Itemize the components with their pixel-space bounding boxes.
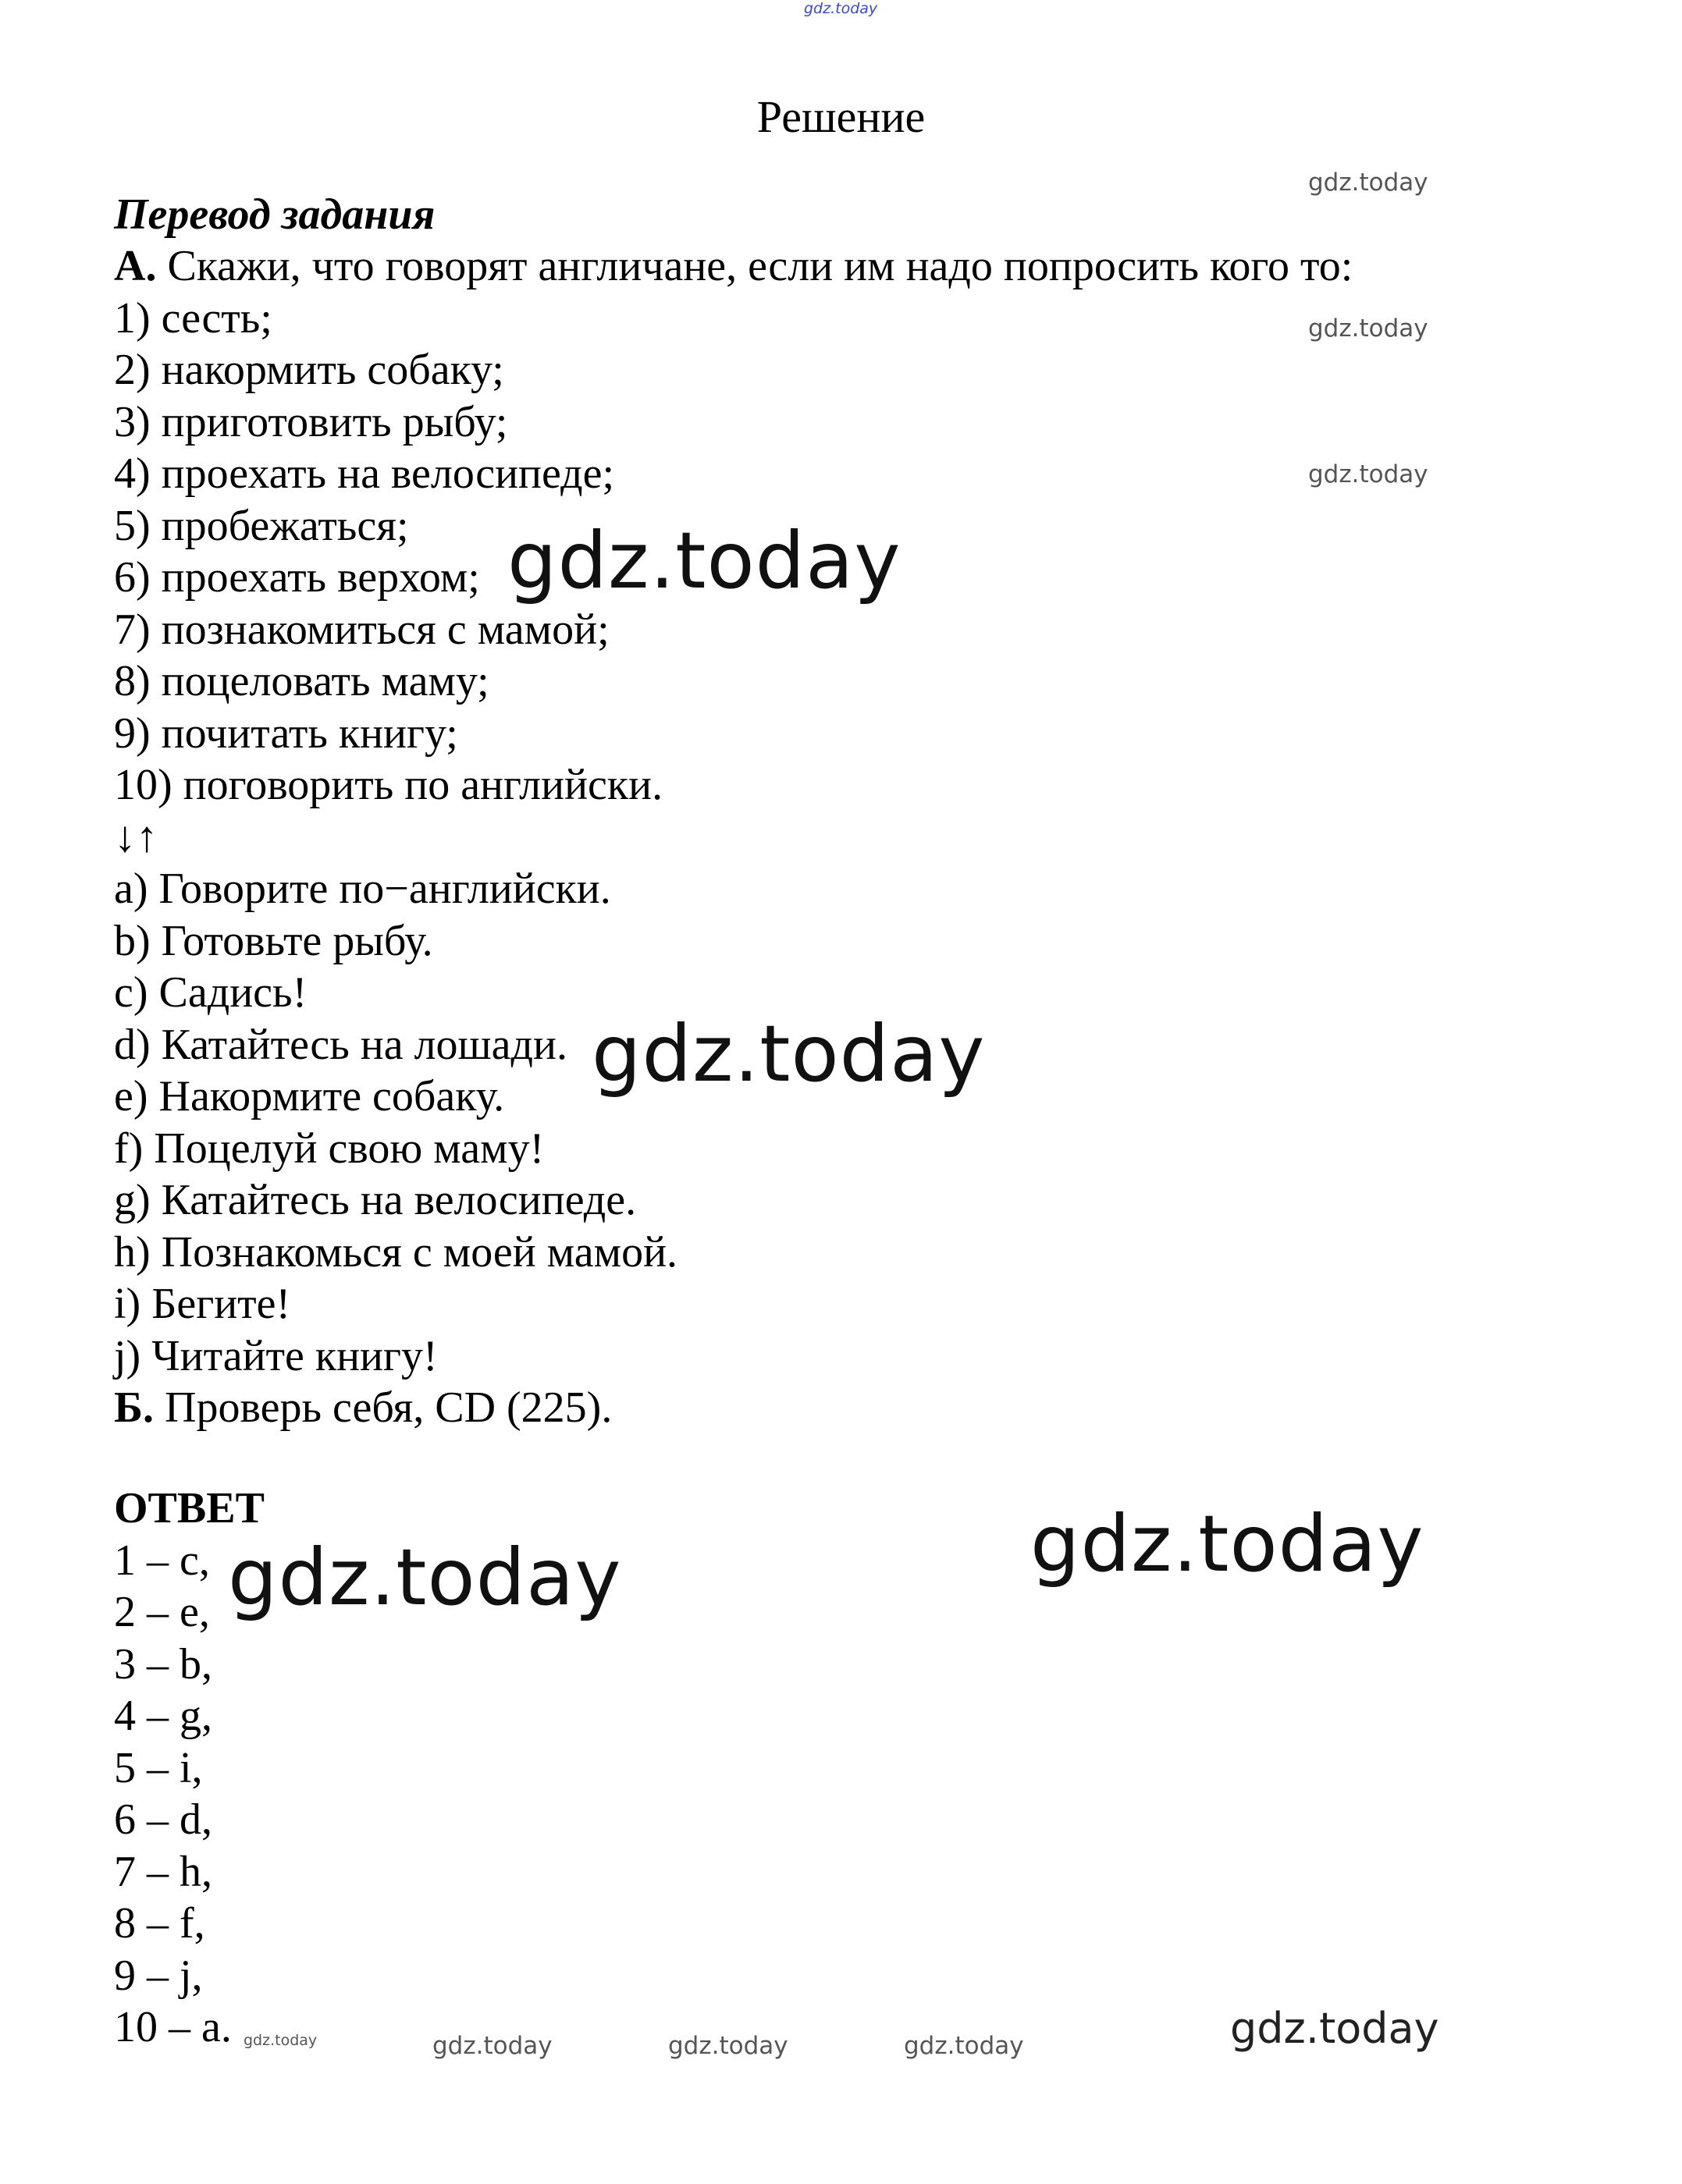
list-item: 9) почитать книгу;: [114, 708, 458, 758]
watermark: gdz.today: [1030, 1498, 1424, 1589]
phrase-item: i) Бегите!: [114, 1280, 291, 1328]
watermark-top: gdz.today: [804, 0, 878, 17]
phrase-item: j) Читайте книгу!: [114, 1331, 438, 1380]
task-b-label: Б.: [114, 1383, 155, 1432]
list-item: 2) накормить собаку;: [114, 346, 504, 394]
section-heading: Перевод задания: [114, 190, 436, 239]
answer-item: 2 – e,: [114, 1588, 210, 1636]
answer-item: 4 – g,: [114, 1692, 212, 1740]
answer-item: 8 – f,: [114, 1899, 205, 1948]
task-body: [114, 240, 1353, 1434]
answer-item: 6 – d,: [114, 1795, 212, 1844]
watermark: gdz.today: [592, 1008, 986, 1099]
list-item: 10) поговорить по английски.: [114, 761, 663, 809]
phrase-item: a) Говорите по−английски.: [114, 865, 611, 913]
phrase-item: c) Садись!: [114, 968, 308, 1017]
list-item: 6) проехать верхом;: [114, 553, 480, 602]
watermark: gdz.today: [904, 2032, 1024, 2060]
watermark: gdz.today: [507, 515, 901, 606]
answer-item: 1 – c,: [114, 1536, 210, 1585]
answer-item: 7 – h,: [114, 1847, 212, 1896]
answer-item: 5 – i,: [114, 1743, 203, 1792]
watermark: gdz.today: [1308, 169, 1428, 197]
list-item: 4) проехать на велосипеде;: [114, 449, 615, 498]
task-b-text: Проверь себя, CD (225).: [154, 1383, 613, 1432]
list-item: 5) пробежаться;: [114, 501, 409, 550]
task-a-line: [114, 240, 1353, 293]
list-item: 7) познакомиться с мамой;: [114, 605, 610, 654]
task-b-line: [114, 1382, 1353, 1434]
answer-heading: ОТВЕТ: [114, 1484, 265, 1532]
task-a-label: А.: [114, 242, 157, 290]
watermark: gdz.today: [244, 2032, 318, 2049]
watermark: gdz.today: [1230, 2004, 1439, 2053]
watermark: gdz.today: [668, 2032, 788, 2060]
list-item: 1) сесть;: [114, 293, 272, 343]
list-item: 8) поцеловать маму;: [114, 657, 489, 705]
task-a-text: Скажи, что говорят англичане, если им надо попросить кого то:: [156, 242, 1353, 290]
watermark: gdz.today: [1308, 460, 1428, 488]
watermark: gdz.today: [432, 2032, 553, 2060]
arrows-symbol: ↓↑: [114, 812, 158, 861]
phrase-item: e) Накормите собаку.: [114, 1072, 505, 1120]
phrase-item: f) Поцелуй свою маму!: [114, 1124, 545, 1173]
list-item: 3) приготовить рыбу;: [114, 397, 508, 446]
phrase-item: g) Катайтесь на велосипеде.: [114, 1176, 637, 1224]
phrase-item: b) Готовьте рыбу.: [114, 916, 433, 965]
page-title: Решение: [756, 91, 926, 142]
watermark: gdz.today: [228, 1532, 622, 1623]
phrase-item: h) Познакомься с моей мамой.: [114, 1227, 678, 1277]
answer-item: 3 – b,: [114, 1639, 212, 1689]
phrase-item: d) Катайтесь на лошади.: [114, 1020, 567, 1069]
watermark: gdz.today: [1308, 314, 1428, 343]
answer-item: 9 – j,: [114, 1951, 203, 2000]
answer-item: 10 – a.: [114, 2003, 232, 2051]
